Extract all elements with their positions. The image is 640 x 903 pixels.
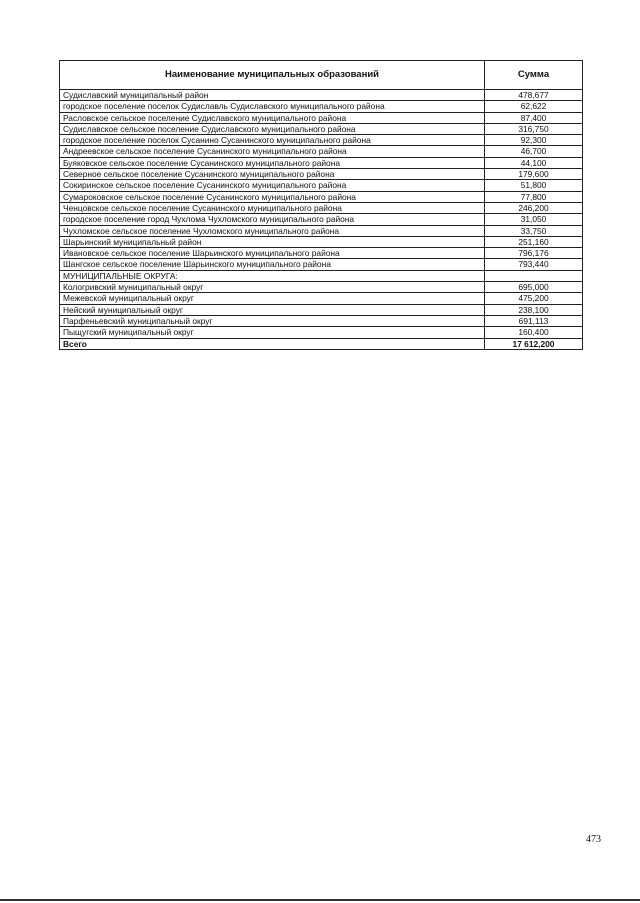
table-row [60,315,583,326]
table-row [60,236,583,247]
row-sum: 62,622 [485,101,583,112]
row-name: Парфеньевский муниципальный округ [60,315,485,326]
table-row [60,180,583,191]
row-name: Кологривский муниципальный округ [60,282,485,293]
row-sum: 46,700 [485,146,583,157]
row-sum: 478,677 [485,90,583,101]
row-sum: 695,000 [485,282,583,293]
row-name: Судиславский муниципальный район [60,90,485,101]
row-sum: 77,800 [485,191,583,202]
row-sum: 475,200 [485,293,583,304]
total-sum: 17 612,200 [485,338,583,349]
scan-bottom-edge [0,899,640,901]
row-sum: 87,400 [485,112,583,123]
row-name: Межевской муниципальный округ [60,293,485,304]
page-number: 473 [586,834,601,845]
row-sum [485,270,583,281]
row-sum: 238,100 [485,304,583,315]
table-row [60,248,583,259]
total-row [60,338,583,349]
row-sum: 33,750 [485,225,583,236]
row-sum: 92,300 [485,135,583,146]
row-sum: 251,160 [485,236,583,247]
table-row [60,259,583,270]
row-sum: 316,750 [485,123,583,134]
row-name: Северное сельское поселение Сусанинского муниципального района [60,169,485,180]
table-row [60,270,583,281]
total-label: Всего [60,338,485,349]
row-sum: 691,113 [485,315,583,326]
table-row [60,214,583,225]
row-name: Расловское сельское поселение Судиславского муниципального района [60,112,485,123]
row-name: Шарьинский муниципальный район [60,236,485,247]
table-row [60,202,583,213]
table-row [60,293,583,304]
table-row [60,90,583,101]
row-name: городское поселение поселок Сусанино Сусанинского муниципального района [60,135,485,146]
row-sum: 160,400 [485,327,583,338]
row-name: Сокиринское сельское поселение Сусанинского муниципального района [60,180,485,191]
row-name: МУНИЦИПАЛЬНЫЕ ОКРУГА: [60,270,485,281]
row-sum: 44,100 [485,157,583,168]
table-row [60,327,583,338]
row-name: Андреевское сельское поселение Сусанинского муниципального района [60,146,485,157]
row-name: Нейский муниципальный округ [60,304,485,315]
table-row [60,112,583,123]
row-sum: 796,176 [485,248,583,259]
row-name: городское поселение поселок Судиславль Судиславского муниципального района [60,101,485,112]
municipal-sums-table [59,60,583,350]
row-sum: 179,600 [485,169,583,180]
table-row [60,304,583,315]
table-row [60,146,583,157]
table-row [60,101,583,112]
row-sum: 31,050 [485,214,583,225]
row-name: Ченцовское сельское поселение Сусанинского муниципального района [60,202,485,213]
row-name: Буяковское сельское поселение Сусанинского муниципального района [60,157,485,168]
row-name: Ивановское сельское поселение Шарьинского муниципального района [60,248,485,259]
table-row [60,282,583,293]
header-name: Наименование муниципальных образований [60,61,485,90]
row-name: Сумароковское сельское поселение Сусанинского муниципального района [60,191,485,202]
row-name: Пыщугский муниципальный округ [60,327,485,338]
row-sum: 246,200 [485,202,583,213]
row-name: городское поселение город Чухлома Чухломского муниципального района [60,214,485,225]
table-row [60,225,583,236]
table-row [60,123,583,134]
table-body [60,90,583,339]
row-name: Судиславское сельское поселение Судиславского муниципального района [60,123,485,134]
table-row [60,191,583,202]
table-row [60,157,583,168]
row-name: Шангское сельское поселение Шарьинского муниципального района [60,259,485,270]
row-sum: 793,440 [485,259,583,270]
row-name: Чухломское сельское поселение Чухломского муниципального района [60,225,485,236]
header-sum: Сумма [485,61,583,90]
table-header-row [60,61,583,90]
table-row [60,169,583,180]
row-sum: 51,800 [485,180,583,191]
table-row [60,135,583,146]
